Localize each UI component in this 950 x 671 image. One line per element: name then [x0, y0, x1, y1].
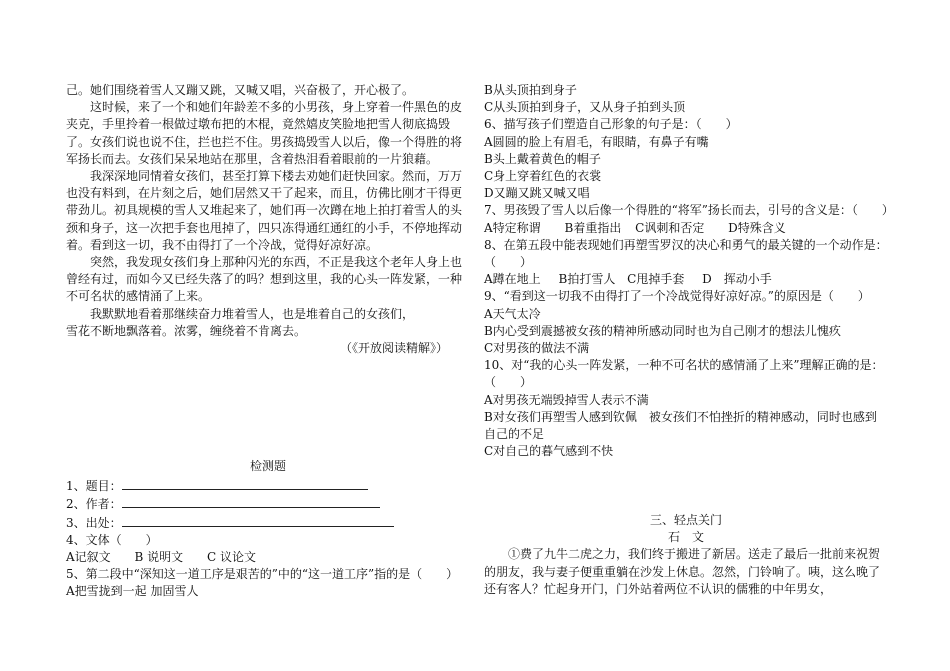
option: B从头顶拍到身子	[484, 83, 577, 97]
option: C 议论文	[206, 550, 256, 565]
question-9: 9、“看到这一切我不由得打了一个冷战觉得好凉好凉。”的原因是（ ）	[484, 289, 870, 304]
option: B 说明文	[134, 550, 184, 565]
question-7: 7、男孩毁了雪人以后像一个得胜的“将军”扬长而去，引号的含义是：（ ）	[484, 203, 894, 218]
passage-paragraph: 我默默地看着那继续奋力堆着雪人，也是堆着自己的女孩们，	[90, 306, 415, 321]
reading-passage	[66, 82, 470, 357]
question-5-option-a: A把雪拢到一起 加固雪人	[66, 584, 199, 599]
option: B头上戴着黄色的帽子	[484, 151, 601, 166]
section-author: 石 文	[667, 530, 704, 545]
option: A特定称谓	[484, 220, 541, 235]
question-4-options	[66, 549, 470, 566]
passage-line: 己。她们围绕着雪人又蹦又跳，又喊又唱，兴奋极了，开心极了。	[66, 83, 415, 97]
option: A记叙文	[66, 550, 111, 565]
option: A天气太冷	[484, 306, 541, 321]
option: D 挥动小手	[702, 272, 772, 287]
quiz-title: 检测题	[249, 459, 286, 473]
option: B对女孩们再塑雪人感到钦佩 被女孩们不怕挫折的精神感动，同时也感到自己的不足	[484, 409, 877, 442]
option: C甩掉手套	[627, 272, 685, 287]
answer-blank[interactable]	[122, 477, 368, 490]
option: A对男孩无端毁掉雪人表示不满	[484, 392, 649, 407]
question-label: 1、题目：	[66, 479, 122, 494]
section-heading: 三、轻点关门	[649, 513, 722, 527]
section-3	[484, 512, 888, 598]
answer-blank[interactable]	[122, 514, 394, 527]
passage-line: 雪花不断地飘落着。浓雾，缠绕着不肯离去。	[66, 323, 307, 338]
quiz-section	[66, 458, 470, 601]
option: B着重指出	[564, 220, 622, 235]
question-2	[66, 495, 470, 513]
option: A蹲在地上	[484, 272, 541, 287]
question-5: 5、第二段中“深知这一道工序是艰苦的”中的“这一道工序”指的是（ ）	[66, 567, 459, 582]
section-paragraph: ①费了九牛二虎之力，我们终于搬进了新居。送走了最后一批前来祝贺的朋友，我与妻子便重重躺在沙发上休息。忽然，门铃响了。咦，这么晚了还有客人？忙起身开门，门外站着两位不认识的儒雅的中年男女，	[484, 547, 881, 596]
passage-paragraph: 这时候，来了一个和她们年龄差不多的小男孩，身上穿着一件黑色的皮夹克，手里拎着一根做过墩布把的木棍，竟然嬉皮笑脸地把雪人彻底捣毁了。女孩们说也说不住，拦也拦不住。男孩捣毁雪人以后，像一个得胜的将军扬长而去。女孩们呆呆地站在那里，含着热泪看着眼前的一片狼藉。	[66, 100, 463, 166]
passage-paragraph: 我深深地同情着女孩们，甚至打算下楼去劝她们赶快回家。然而，万万也没有料到，在片刻之后，她们居然又干了起来，而且，仿佛比刚才干得更带劲儿。初具规模的雪人又堆起来了，她们再一次蹲在地上拍打着雪人的头颈和身子，这一次把手套也甩掉了，四只冻得通红通红的小手，不停地挥动着。看到这一切，我不由得打了一个冷战，觉得好凉好凉。	[66, 169, 463, 252]
option: C对男孩的做法不满	[484, 341, 590, 356]
option: D特殊含义	[728, 220, 786, 235]
questions-column	[484, 82, 894, 460]
question-label: 2、作者：	[66, 497, 122, 512]
question-1	[66, 477, 470, 495]
passage-source: （《开放阅读精解》）	[339, 341, 448, 356]
option: C对自己的暮气感到不快	[484, 444, 614, 459]
option: A圆圆的脸上有眉毛，有眼睛，有鼻子有嘴	[484, 134, 709, 149]
question-4: 4、文体（ ）	[66, 532, 158, 547]
question-7-options	[484, 220, 888, 237]
option: C讽刺和否定	[635, 220, 705, 235]
option: D又蹦又跳又喊又唱	[484, 186, 590, 201]
question-3	[66, 514, 470, 532]
question-6: 6、描写孩子们塑造自己形象的句子是：（ ）	[484, 117, 738, 132]
question-10: 10、对“我的心头一阵发紧，一种不可名状的感情涌了上来”理解正确的是：（ ）	[484, 358, 884, 390]
option: B内心受到震撼被女孩的精神所感动同时也为自己刚才的想法儿愧疚	[484, 323, 841, 338]
option: C身上穿着红色的衣裳	[484, 169, 602, 184]
option: B拍打雪人	[558, 272, 616, 287]
option: C从头顶拍到身子，又从身子拍到头顶	[484, 100, 686, 115]
question-8-options	[484, 271, 888, 288]
passage-paragraph: 突然，我发现女孩们身上那种闪光的东西，不正是我这个老年人身上也曾经有过，而如今又已经失落了的吗？想到这里，我的心头一阵发紧，一种不可名状的感情涌了上来。	[66, 255, 463, 304]
question-8: 8、在第五段中能表现她们再塑雪罗汉的决心和勇气的最关键的一个动作是：（ ）	[484, 237, 888, 270]
question-label: 3、出处：	[66, 515, 122, 530]
answer-blank[interactable]	[122, 495, 380, 508]
